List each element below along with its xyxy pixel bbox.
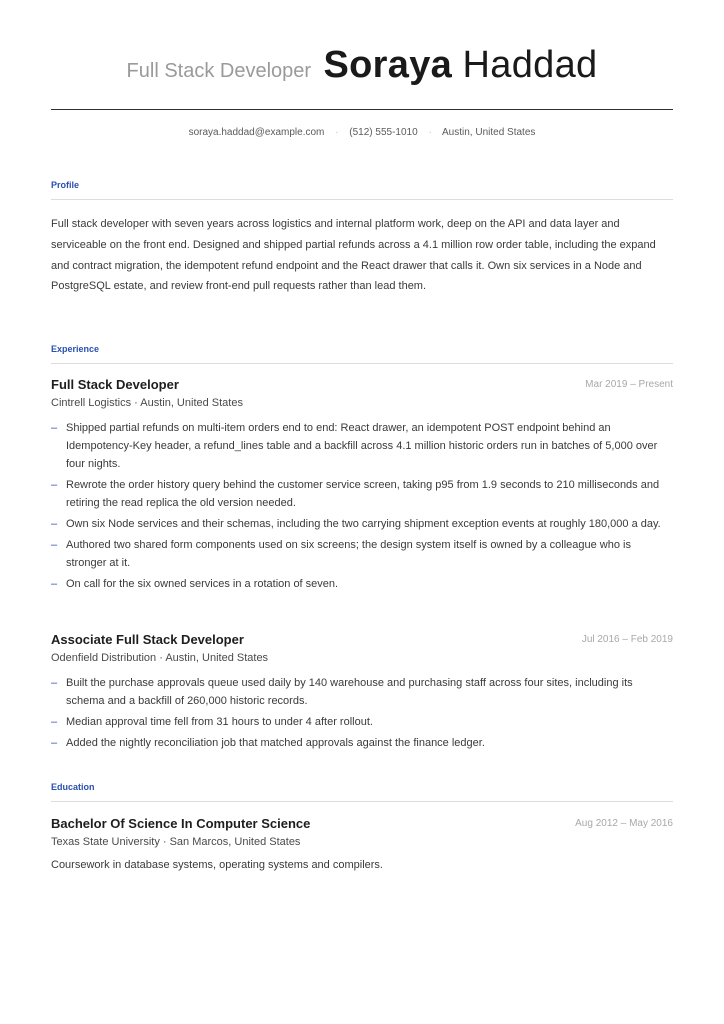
experience-entry — [51, 376, 673, 596]
education-dates: Aug 2012 – May 2016 — [575, 818, 673, 829]
header-first-name: Soraya — [323, 44, 453, 86]
bullet-item — [51, 476, 673, 512]
bullet-text: Rewrote the order history query behind the customer service screen, taking p95 from 1.9 seconds to 210 milliseconds and retiring the read replica the old version needed. — [66, 479, 660, 509]
contact-separator: · — [428, 127, 432, 138]
job-dates: Jul 2016 – Feb 2019 — [581, 634, 673, 645]
job-title: Associate Full Stack Developer — [51, 632, 244, 647]
profile-summary: Full stack developer with seven years across logistics and internal platform work, deep on the API and data layer and serviceable on the front end. Designed and shipped partial refunds across a 4.1 million row order table, including the expand and contract migration, the idempotent refund endpoint and the React drawer that calls it. Own six services in a Node and PostgreSQL estate, and review front-end pull requests rather than lead them. — [51, 218, 656, 293]
bullet-marker: – — [51, 578, 58, 590]
bullet-text: On call for the six owned services in a rotation of seven. — [66, 578, 339, 590]
bullet-text: Authored two shared form components used on six screens; the design system itself is owned by a colleague who is stronger at it. — [66, 539, 631, 569]
bullet-text: Added the nightly reconciliation job that matched approvals against the finance ledger. — [66, 737, 485, 749]
bullet-item — [51, 575, 673, 593]
education-entry — [51, 815, 673, 871]
bullet-item — [51, 419, 673, 473]
bullet-marker: – — [51, 479, 58, 491]
bullet-marker: – — [51, 422, 58, 434]
bullet-marker: – — [51, 518, 58, 530]
section-divider — [51, 363, 673, 364]
bullet-item — [51, 713, 673, 731]
degree-title: Bachelor Of Science In Computer Science — [51, 816, 311, 831]
bullet-text: Median approval time fell from 31 hours to under 4 after rollout. — [66, 716, 373, 728]
section-heading-experience: Experience — [51, 344, 100, 354]
bullet-marker: – — [51, 737, 58, 749]
job-company: Odenfield Distribution · Austin, United States — [51, 652, 269, 664]
job-title: Full Stack Developer — [51, 377, 179, 392]
header-divider — [51, 109, 673, 110]
bullet-marker: – — [51, 539, 58, 551]
section-heading-education: Education — [51, 782, 95, 792]
header-last-name: Haddad — [462, 44, 598, 86]
bullet-marker: – — [51, 677, 58, 689]
job-dates: Mar 2019 – Present — [585, 379, 673, 390]
bullet-item — [51, 734, 673, 752]
section-heading-profile: Profile — [51, 180, 80, 190]
job-bullets — [51, 419, 673, 593]
job-bullets — [51, 674, 673, 752]
section-divider — [51, 801, 673, 802]
experience-entry — [51, 631, 673, 755]
education-school: Texas State University · San Marcos, United States — [51, 836, 301, 848]
bullet-item — [51, 515, 673, 533]
contact-separator: · — [335, 127, 339, 138]
contact-location: Austin, United States — [442, 127, 536, 138]
section-divider — [51, 199, 673, 200]
resume-header — [51, 44, 673, 87]
job-company: Cintrell Logistics · Austin, United States — [51, 397, 243, 409]
header-role: Full Stack Developer — [126, 60, 312, 82]
contact-phone[interactable]: (512) 555-1010 — [349, 127, 418, 138]
contact-line — [51, 127, 673, 138]
bullet-text: Built the purchase approvals queue used daily by 140 warehouse and purchasing staff across four sites, including its schema and a backfill of 260,000 historic records. — [66, 677, 633, 707]
bullet-text: Own six Node services and their schemas, including the two carrying shipment exception events at roughly 180,000 a day. — [66, 518, 661, 530]
bullet-text: Shipped partial refunds on multi-item orders end to end: React drawer, an idempotent POST endpoint behind an Idempotency-Key header, a refund_lines table and a backfill across 4.1 million historic orders run in batches of 5,000 over four nights. — [66, 422, 658, 470]
bullet-marker: – — [51, 716, 58, 728]
education-description: Coursework in database systems, operating systems and compilers. — [51, 859, 383, 871]
contact-email[interactable]: soraya.haddad@example.com — [188, 127, 325, 138]
bullet-item — [51, 536, 673, 572]
bullet-item — [51, 674, 673, 710]
